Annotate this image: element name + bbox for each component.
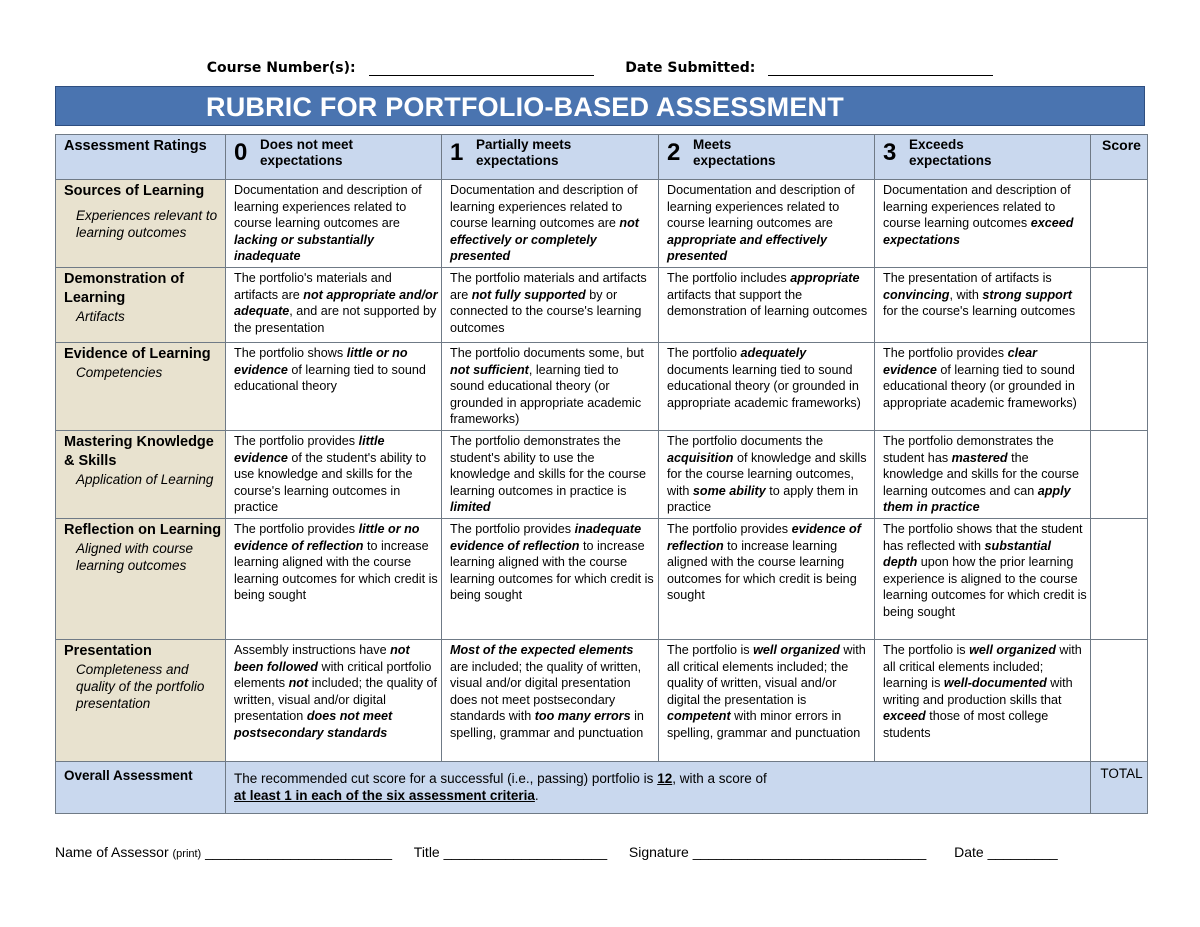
criterion-row <box>56 430 1148 518</box>
total-score-cell[interactable]: TOTAL <box>1091 761 1148 813</box>
date-field[interactable]: _________ <box>987 844 1058 860</box>
course-date-line <box>0 60 1200 76</box>
criterion-label: Reflection on Learning Aligned with course learning outcomes <box>56 518 226 639</box>
cut-score: 12 <box>657 770 673 786</box>
score-cell[interactable] <box>1091 267 1148 342</box>
emphasis-text: exceed <box>883 709 926 724</box>
emphasis-text: does not meet postsecondary standards <box>234 709 393 740</box>
rating-cell: Assembly instructions have not been followed with critical portfolio elements not included; the quality of written, visual and/or digital presentation does not meet postsecondary standards <box>226 639 442 761</box>
emphasis-text: competent <box>667 709 731 724</box>
overall-assessment-label: Overall Assessment <box>56 761 226 813</box>
course-number-label: Course Number(s): <box>206 60 356 76</box>
signature-field[interactable]: ______________________________ <box>692 844 927 860</box>
assessor-label: Name of Assessor <box>55 844 169 860</box>
rating-cell: The portfolio demonstrates the student's ability to use the knowledge and skills for the course learning outcomes in practice is limited <box>442 430 659 518</box>
emphasis-text: too many errors <box>534 709 631 724</box>
emphasis-text: appropriate <box>790 270 860 285</box>
rating-cell: The portfolio includes appropriate artifacts that support the demonstration of learning outcomes <box>659 267 875 342</box>
rating-cell: Documentation and description of learning experiences related to course learning outcomes exceed expectations <box>875 180 1091 268</box>
emphasis-text: well organized <box>969 642 1056 657</box>
emphasis-text: not appropriate and/or adequate <box>234 287 438 319</box>
signature-footer <box>55 844 1145 860</box>
date-label: Date <box>954 844 984 860</box>
score-cell[interactable] <box>1091 639 1148 761</box>
title-field[interactable]: _____________________ <box>443 844 608 860</box>
emphasis-text: not been followed <box>234 642 410 674</box>
emphasis-text: well organized <box>753 642 840 657</box>
level-header: 0 Does not meet expectations <box>226 135 442 180</box>
rating-cell: The portfolio demonstrates the student has mastered the knowledge and skills for the course learning outcomes and can apply them in practice <box>875 430 1091 518</box>
criterion-row <box>56 180 1148 268</box>
emphasis-text: inadequate evidence of reflection <box>450 521 642 553</box>
level-header: 2 Meets expectations <box>659 135 875 180</box>
emphasis-text: not effectively or completely presented <box>450 216 640 264</box>
date-submitted-label: Date Submitted: <box>625 60 756 76</box>
rating-cell: The portfolio provides little or no evidence of reflection to increase learning aligned with the course learning outcomes for which credit is being sought <box>226 518 442 639</box>
rating-cell: Most of the expected elements are included; the quality of written, visual and/or digital presentation does not meet postsecondary standards with too many errors in spelling, grammar and punctuation <box>442 639 659 761</box>
criterion-label: Mastering Knowledge & Skills Application of Learning <box>56 430 226 518</box>
emphasis-text: well-documented <box>943 676 1047 691</box>
criterion-label: Demonstration of Learning Artifacts <box>56 267 226 342</box>
emphasis-text: mastered <box>951 450 1008 465</box>
assessor-name-field[interactable]: ________________________ <box>205 844 392 860</box>
rating-cell: The portfolio documents some, but not sufficient, learning tied to sound educational theory (or grounded in appropriate academic frameworks) <box>442 342 659 430</box>
rating-cell: The portfolio materials and artifacts are not fully supported by or connected to the course's learning outcomes <box>442 267 659 342</box>
emphasis-text: strong support <box>982 287 1072 302</box>
level-header: 3 Exceeds expectations <box>875 135 1091 180</box>
criterion-label: Evidence of Learning Competencies <box>56 342 226 430</box>
title-label: Title <box>413 844 440 860</box>
rating-cell: The portfolio shows little or no evidence of learning tied to sound educational theory <box>226 342 442 430</box>
criterion-label: Sources of Learning Experiences relevant to learning outcomes <box>56 180 226 268</box>
criterion-label: Presentation Completeness and quality of the portfolio presentation <box>56 639 226 761</box>
score-cell[interactable] <box>1091 430 1148 518</box>
emphasis-text: adequately <box>740 345 807 360</box>
emphasis-text: evidence of reflection <box>667 521 861 553</box>
rating-cell: The portfolio shows that the student has reflected with substantial depth upon how the prior learning experience is aligned to the course learning outcomes for which credit is being sought <box>875 518 1091 639</box>
emphasis-text: little or no evidence <box>234 345 408 377</box>
rating-cell: The portfolio adequately documents learning tied to sound educational theory (or grounded in appropriate academic frameworks) <box>659 342 875 430</box>
level-header: 1 Partially meets expectations <box>442 135 659 180</box>
rating-cell: The portfolio's materials and artifacts are not appropriate and/or adequate, and are not supported by the presentation <box>226 267 442 342</box>
score-header: Score <box>1091 135 1148 180</box>
print-note: (print) <box>172 848 202 860</box>
rating-cell: Documentation and description of learning experiences related to course learning outcomes are not effectively or completely presented <box>442 180 659 268</box>
emphasis-text: exceed expectations <box>883 216 1074 247</box>
emphasis-text: Most of the expected elements <box>450 642 634 657</box>
overall-assessment-row <box>56 761 1148 813</box>
rating-cell: Documentation and description of learning experiences related to course learning outcomes are appropriate and effectively presented <box>659 180 875 268</box>
emphasis-text: appropriate and effectively presented <box>667 232 828 264</box>
date-submitted-field[interactable] <box>768 61 993 76</box>
criterion-row <box>56 342 1148 430</box>
emphasis-text: not <box>288 676 309 691</box>
table-header-row <box>56 135 1148 180</box>
score-cell[interactable] <box>1091 518 1148 639</box>
emphasis-text: little or no evidence of reflection <box>234 521 420 553</box>
emphasis-text: little evidence <box>234 433 385 465</box>
rating-cell: The presentation of artifacts is convincing, with strong support for the course's learning outcomes <box>875 267 1091 342</box>
rubric-table <box>55 134 1148 814</box>
emphasis-text: lacking or substantially inadequate <box>234 232 374 264</box>
ratings-header: Assessment Ratings <box>56 135 226 180</box>
emphasis-text: not fully supported <box>471 287 586 302</box>
emphasis-text: some ability <box>692 483 766 498</box>
rating-cell: The portfolio is well organized with all critical elements included; the quality of written, visual and/or digital the presentation is competent with minor errors in spelling, grammar and punctuation <box>659 639 875 761</box>
page-title: RUBRIC FOR PORTFOLIO-BASED ASSESSMENT <box>55 86 1145 126</box>
criterion-row <box>56 267 1148 342</box>
emphasis-text: convincing <box>883 287 950 302</box>
criteria-requirement: at least 1 in each of the six assessment criteria <box>234 787 535 803</box>
score-cell[interactable] <box>1091 342 1148 430</box>
emphasis-text: substantial depth <box>883 538 1051 570</box>
criterion-row <box>56 639 1148 761</box>
rating-cell: The portfolio provides clear evidence of learning tied to sound educational theory (or grounded in appropriate academic frameworks) <box>875 342 1091 430</box>
emphasis-text: acquisition <box>667 450 734 465</box>
overall-assessment-text: The recommended cut score for a successful (i.e., passing) portfolio is 12, with a score of at least 1 in each of the six assessment criteria. <box>226 761 1091 813</box>
signature-label: Signature <box>628 844 689 860</box>
emphasis-text: clear evidence <box>883 345 1038 377</box>
criterion-row <box>56 518 1148 639</box>
rating-cell: The portfolio provides little evidence of the student's ability to use knowledge and skills for the course's learning outcomes in practice <box>226 430 442 518</box>
emphasis-text: not sufficient <box>450 362 529 377</box>
rating-cell: The portfolio provides evidence of reflection to increase learning aligned with the course learning outcomes for which credit is being sought <box>659 518 875 639</box>
course-number-field[interactable] <box>369 61 594 76</box>
emphasis-text: limited <box>450 500 491 515</box>
rating-cell: Documentation and description of learning experiences related to course learning outcomes are lacking or substantially inadequate <box>226 180 442 268</box>
rating-cell: The portfolio documents the acquisition of knowledge and skills for the course learning outcomes, with some ability to apply them in practice <box>659 430 875 518</box>
emphasis-text: apply them in practice <box>883 483 1071 515</box>
rating-cell: The portfolio provides inadequate evidence of reflection to increase learning aligned with the course learning outcomes for which credit is being sought <box>442 518 659 639</box>
score-cell[interactable] <box>1091 180 1148 268</box>
rating-cell: The portfolio is well organized with all critical elements included; learning is well-documented with writing and production skills that exceed those of most college students <box>875 639 1091 761</box>
